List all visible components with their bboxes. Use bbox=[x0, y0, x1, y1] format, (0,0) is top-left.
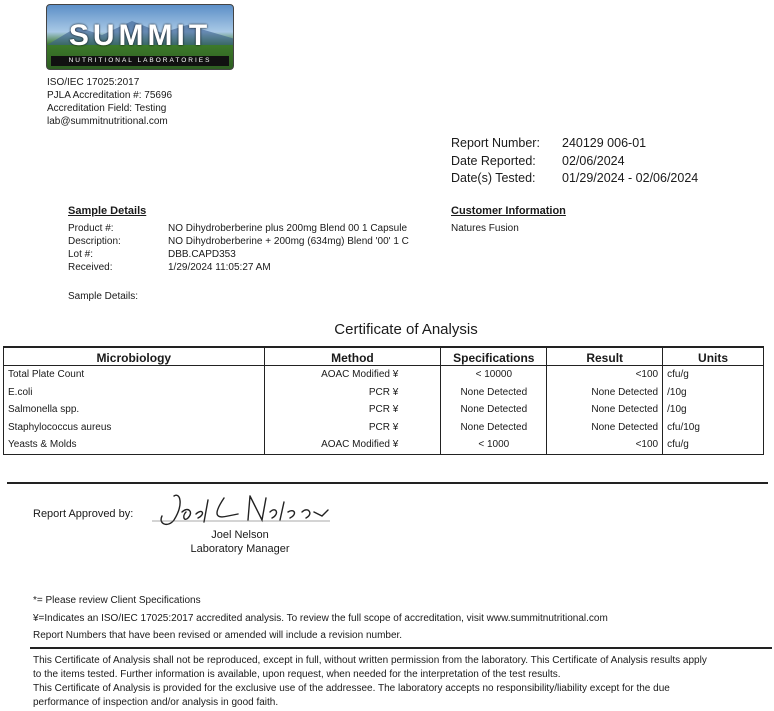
coa-table bbox=[3, 346, 764, 455]
approver-name: Joel Nelson bbox=[211, 529, 269, 541]
test-method: PCR ¥ bbox=[264, 384, 441, 402]
test-method: PCR ¥ bbox=[264, 419, 441, 437]
test-units: cfu/g bbox=[663, 366, 764, 384]
test-method: AOAC Modified ¥ bbox=[264, 436, 441, 454]
test-spec: None Detected bbox=[441, 419, 547, 437]
report-labels bbox=[451, 135, 540, 188]
test-name: Salmonella spp. bbox=[4, 401, 265, 419]
sample-labels bbox=[68, 222, 121, 274]
disclaimer-line: performance of inspection and/or analysis in good faith. bbox=[33, 697, 279, 708]
test-units: cfu/10g bbox=[663, 419, 764, 437]
table-row bbox=[4, 401, 764, 419]
table-row bbox=[4, 436, 764, 454]
test-spec: None Detected bbox=[441, 401, 547, 419]
sample-details-label: Sample Details: bbox=[68, 291, 139, 302]
table-header-row bbox=[4, 347, 764, 366]
signature-image bbox=[152, 490, 332, 530]
description-value: NO Dihydroberberine + 200mg (634mg) Blend '00' 1 C bbox=[168, 236, 409, 247]
approver-block bbox=[0, 528, 480, 556]
test-units: /10g bbox=[663, 384, 764, 402]
test-result: None Detected bbox=[547, 384, 663, 402]
disclaimer-line: This Certificate of Analysis shall not be reproduced, except in full, without written permission from the laboratory. This Certificate of Analysis results apply bbox=[33, 655, 707, 666]
test-result: None Detected bbox=[547, 419, 663, 437]
footnotes bbox=[33, 592, 608, 645]
disclaimer-divider bbox=[30, 647, 772, 649]
disclaimer-line: This Certificate of Analysis is provided for the exclusive use of the addressee. The laboratory accepts no responsibility/liability except for the due bbox=[33, 683, 670, 694]
table-row bbox=[4, 419, 764, 437]
col-units: Units bbox=[663, 347, 764, 366]
col-specifications: Specifications bbox=[441, 347, 547, 366]
lab-info bbox=[47, 76, 172, 128]
approved-by-label: Report Approved by: bbox=[33, 508, 134, 520]
table-row bbox=[4, 366, 764, 384]
lab-info-line: PJLA Accreditation #: 75696 bbox=[47, 90, 173, 101]
customer-heading: Customer Information bbox=[451, 205, 566, 217]
test-spec: < 10000 bbox=[441, 366, 547, 384]
test-units: cfu/g bbox=[663, 436, 764, 454]
test-spec: None Detected bbox=[441, 384, 547, 402]
logo-word: SUMMIT bbox=[68, 19, 212, 52]
footnote: ¥=Indicates an ISO/IEC 17025:2017 accredited analysis. To review the full scope of accreditation, visit www.summitnutritional.com bbox=[33, 612, 608, 624]
test-method: AOAC Modified ¥ bbox=[264, 366, 441, 384]
received-label: Received: bbox=[68, 262, 113, 273]
test-name: Yeasts & Molds bbox=[4, 436, 265, 454]
lot-value: DBB.CAPD353 bbox=[168, 249, 236, 260]
col-method: Method bbox=[264, 347, 441, 366]
report-number-label: Report Number: bbox=[451, 136, 540, 150]
section-divider bbox=[7, 482, 768, 484]
test-spec: < 1000 bbox=[441, 436, 547, 454]
disclaimer-line: to the items tested. Further information is available, upon request, when needed for the interpretation of the test results. bbox=[33, 669, 561, 680]
test-result: <100 bbox=[547, 436, 663, 454]
approver-title: Laboratory Manager bbox=[190, 543, 290, 555]
test-name: Staphylococcus aureus bbox=[4, 419, 265, 437]
description-label: Description: bbox=[68, 236, 121, 247]
footnote: *= Please review Client Specifications bbox=[33, 595, 201, 606]
sample-values bbox=[168, 222, 409, 274]
footnote: Report Numbers that have been revised or amended will include a revision number. bbox=[33, 630, 403, 641]
disclaimer bbox=[33, 654, 771, 710]
table-row bbox=[4, 384, 764, 402]
logo-subtitle: NUTRITIONAL LABORATORIES bbox=[51, 56, 229, 66]
date-reported: 02/06/2024 bbox=[562, 153, 625, 168]
col-result: Result bbox=[547, 347, 663, 366]
dates-tested: 01/29/2024 - 02/06/2024 bbox=[562, 171, 699, 185]
test-method: PCR ¥ bbox=[264, 401, 441, 419]
date-reported-label: Date Reported: bbox=[451, 153, 536, 168]
test-units: /10g bbox=[663, 401, 764, 419]
summit-logo bbox=[46, 4, 234, 70]
report-values bbox=[562, 135, 698, 188]
test-name: Total Plate Count bbox=[4, 366, 265, 384]
lab-info-line: lab@summitnutritional.com bbox=[47, 116, 168, 127]
product-value: NO Dihydroberberine plus 200mg Blend 00 1 Capsule bbox=[168, 223, 408, 234]
coa-title: Certificate of Analysis bbox=[334, 321, 478, 338]
lab-info-line: ISO/IEC 17025:2017 bbox=[47, 77, 140, 88]
customer-name: Natures Fusion bbox=[451, 223, 519, 234]
received-value: 1/29/2024 11:05:27 AM bbox=[168, 262, 271, 273]
dates-tested-label: Date(s) Tested: bbox=[451, 171, 536, 185]
test-name: E.coli bbox=[4, 384, 265, 402]
col-microbiology: Microbiology bbox=[4, 347, 265, 366]
test-result: <100 bbox=[547, 366, 663, 384]
sample-details-heading: Sample Details bbox=[68, 205, 147, 217]
lab-info-line: Accreditation Field: Testing bbox=[47, 103, 167, 114]
test-result: None Detected bbox=[547, 401, 663, 419]
product-label: Product #: bbox=[68, 223, 114, 234]
lot-label: Lot #: bbox=[68, 249, 94, 260]
report-number: 240129 006-01 bbox=[562, 136, 647, 150]
